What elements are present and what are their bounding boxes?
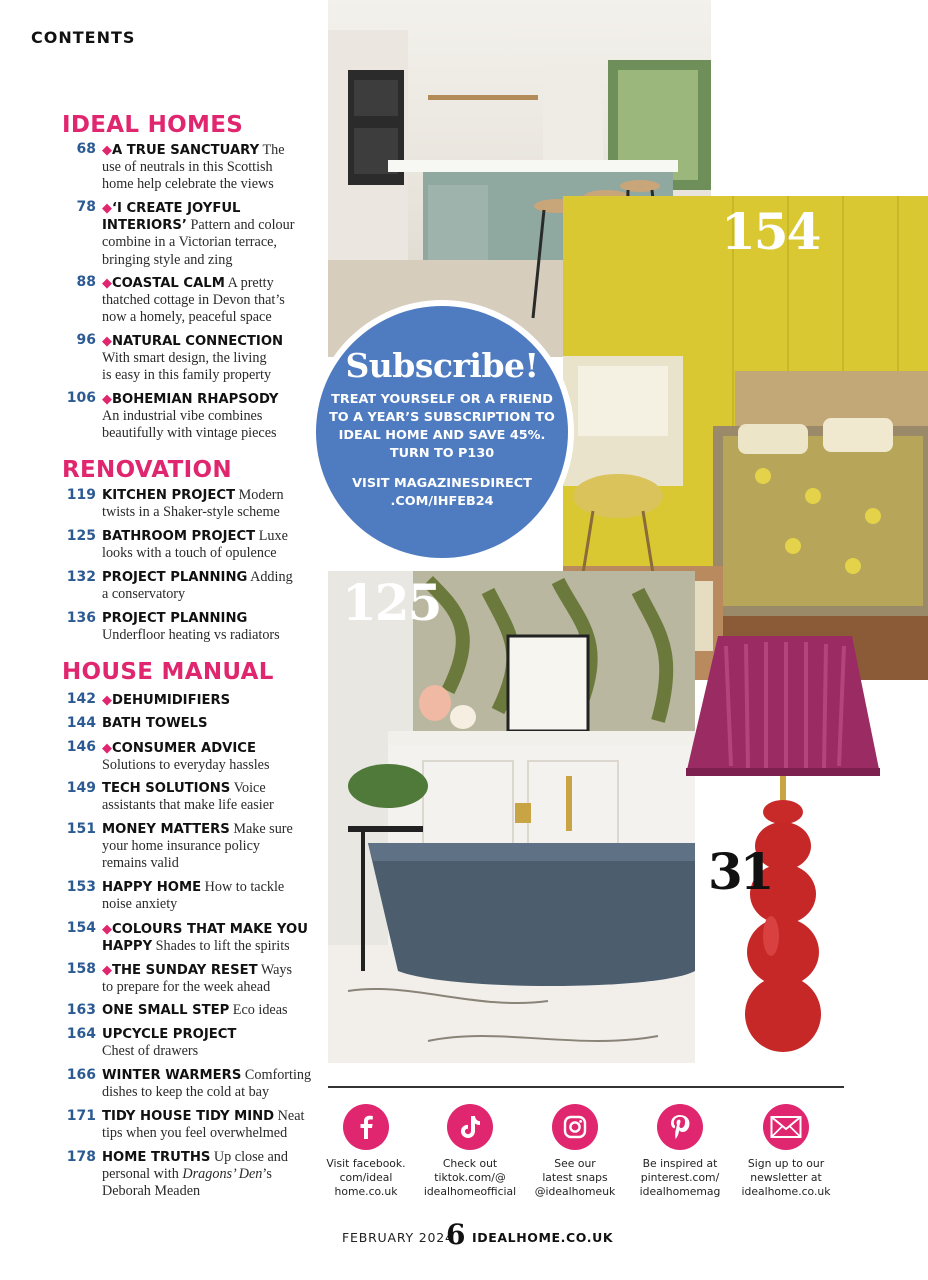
toc-desc: With smart design, the living — [102, 350, 267, 367]
toc-heading: HOME TRUTHS — [102, 1150, 211, 1165]
toc-desc: your home insurance policy — [102, 838, 260, 855]
toc-page-number: 151 — [66, 821, 96, 837]
toc-page-number: 132 — [66, 569, 96, 585]
toc-desc: Comforting — [244, 1067, 312, 1083]
toc-heading: HAPPY — [102, 939, 153, 955]
social-text: Be inspired at — [642, 1157, 718, 1170]
social-text: idealhomeofficial — [423, 1185, 517, 1198]
diamond-icon: ◆ — [102, 921, 112, 936]
toc-desc: bringing style and zing — [102, 251, 233, 268]
toc-entry[interactable] — [60, 715, 325, 732]
toc-heading: CONSUMER ADVICE — [112, 741, 256, 756]
toc-entry[interactable] — [60, 1067, 325, 1101]
toc-heading: THE SUNDAY RESET — [112, 963, 258, 978]
toc-heading: MONEY MATTERS — [102, 822, 230, 837]
social-text: latest snaps — [542, 1171, 608, 1184]
toc-desc: combine in a Victorian terrace, — [102, 234, 277, 251]
toc-page-number: 142 — [66, 691, 96, 707]
toc-entry[interactable] — [60, 780, 325, 814]
toc-desc: assistants that make life easier — [102, 797, 274, 814]
subscribe-text: IDEAL HOME AND SAVE 45%. — [338, 428, 546, 443]
diamond-icon: ◆ — [102, 391, 112, 406]
toc-heading: BATH TOWELS — [102, 716, 208, 731]
toc-entry[interactable] — [60, 274, 325, 327]
social-text: @idealhomeuk — [534, 1185, 616, 1198]
toc-desc: personal with — [102, 1166, 179, 1183]
subscribe-link[interactable]: .COM/IHFEB24 — [390, 494, 494, 509]
toc-desc: How to tackle — [204, 879, 285, 895]
diamond-icon: ◆ — [102, 333, 112, 348]
social-instagram[interactable] — [521, 1104, 629, 1199]
social-text: See our — [554, 1157, 596, 1170]
toc-heading: PROJECT PLANNING — [102, 611, 248, 626]
toc-desc: now a homely, peaceful space — [102, 309, 272, 326]
bathroom-photo[interactable] — [328, 571, 695, 1063]
toc-page-number: 106 — [66, 390, 96, 406]
toc-page-number: 178 — [66, 1149, 96, 1165]
toc-heading: HAPPY HOME — [102, 880, 202, 895]
toc-heading: ‘I CREATE JOYFUL — [112, 201, 241, 216]
toc-heading: COLOURS THAT MAKE YOU — [112, 922, 308, 937]
footer-date: FEBRUARY 2024 — [342, 1230, 454, 1245]
footer-site[interactable]: IDEALHOME.CO.UK — [472, 1230, 614, 1245]
toc-desc: Luxe — [258, 528, 288, 544]
footer-page-number: 6 — [446, 1218, 466, 1251]
toc-entry[interactable] — [60, 739, 325, 774]
section-title-renovation: RENOVATION — [62, 457, 232, 483]
social-tiktok[interactable] — [416, 1104, 524, 1199]
toc-entry[interactable] — [60, 610, 325, 644]
toc-heading: A TRUE SANCTUARY — [112, 143, 260, 158]
instagram-icon[interactable] — [552, 1104, 598, 1150]
toc-entry[interactable] — [60, 487, 325, 521]
social-email[interactable] — [732, 1104, 840, 1199]
diamond-icon: ◆ — [102, 200, 112, 215]
toc-page-number: 164 — [66, 1026, 96, 1042]
social-text: idealhome.co.uk — [741, 1185, 831, 1198]
social-pinterest[interactable] — [626, 1104, 734, 1199]
toc-desc: is easy in this family property — [102, 367, 272, 384]
social-text: com/ideal — [339, 1171, 393, 1184]
toc-desc: Solutions to everyday hassles — [102, 757, 270, 774]
toc-entry[interactable] — [60, 1026, 325, 1060]
toc-desc: Adding — [250, 569, 293, 585]
toc-entry[interactable] — [60, 821, 325, 873]
toc-entry[interactable] — [60, 141, 325, 194]
toc-page-number: 125 — [66, 528, 96, 544]
toc-entry[interactable] — [60, 961, 325, 996]
subscribe-text: TURN TO P130 — [389, 446, 495, 461]
toc-desc: Up close and — [213, 1149, 288, 1165]
subscribe-badge[interactable] — [316, 306, 568, 558]
section-title-house-manual: HOUSE MANUAL — [62, 659, 274, 685]
toc-desc: ’s — [262, 1166, 272, 1183]
toc-desc: An industrial vibe combines — [102, 408, 263, 425]
toc-page-number: 136 — [66, 610, 96, 626]
social-text: tiktok.com/@ — [434, 1171, 506, 1184]
diamond-icon: ◆ — [102, 740, 112, 755]
toc-heading: PROJECT PLANNING — [102, 570, 248, 585]
toc-heading: KITCHEN PROJECT — [102, 488, 236, 503]
toc-page-number: 171 — [66, 1108, 96, 1124]
toc-entry[interactable] — [60, 920, 325, 955]
section-title-ideal-homes: IDEAL HOMES — [62, 112, 244, 138]
page-number-lamp: 31 — [708, 842, 772, 901]
toc-desc: twists in a Shaker-style scheme — [102, 504, 280, 521]
toc-heading: COASTAL CALM — [112, 276, 225, 291]
toc-page-number: 68 — [76, 141, 96, 157]
toc-entry[interactable] — [60, 569, 325, 603]
toc-page-number: 78 — [76, 199, 96, 215]
toc-page-number: 166 — [66, 1067, 96, 1083]
toc-page-number: 149 — [66, 780, 96, 796]
toc-desc: Deborah Meaden — [102, 1183, 201, 1200]
toc-desc: dishes to keep the cold at bay — [102, 1084, 270, 1101]
subscribe-link[interactable]: VISIT MAGAZINESDIRECT — [352, 476, 532, 491]
page-number-bathroom: 125 — [342, 573, 441, 632]
toc-page-number: 88 — [76, 274, 96, 290]
facebook-icon[interactable] — [343, 1104, 389, 1150]
toc-entry[interactable] — [60, 1149, 325, 1201]
toc-desc: noise anxiety — [102, 896, 178, 913]
diamond-icon: ◆ — [102, 275, 112, 290]
tiktok-icon[interactable] — [447, 1104, 493, 1150]
toc-desc: Shades to lift the spirits — [155, 938, 290, 955]
toc-entry[interactable] — [60, 879, 325, 913]
toc-page-number: 153 — [66, 879, 96, 895]
subscribe-title: Subscribe! — [345, 346, 539, 385]
toc-desc: a conservatory — [102, 586, 186, 603]
diamond-icon: ◆ — [102, 692, 112, 707]
toc-desc: Voice — [233, 780, 266, 796]
toc-heading: TIDY HOUSE TIDY MIND — [102, 1109, 275, 1124]
page-number-bedroom: 154 — [721, 202, 820, 261]
divider — [328, 1086, 844, 1088]
toc-page-number: 146 — [66, 739, 96, 755]
toc-entry[interactable] — [60, 691, 325, 709]
diamond-icon: ◆ — [102, 962, 112, 977]
toc-heading: BATHROOM PROJECT — [102, 529, 256, 544]
toc-desc: looks with a touch of opulence — [102, 545, 277, 562]
toc-desc: tips when you feel overwhelmed — [102, 1125, 288, 1142]
social-text: newsletter at — [750, 1171, 822, 1184]
toc-page-number: 119 — [66, 487, 96, 503]
toc-desc: Neat — [277, 1108, 305, 1124]
toc-entry[interactable] — [60, 1108, 325, 1142]
contents-label: CONTENTS — [31, 28, 136, 47]
toc-desc: A pretty — [227, 275, 274, 291]
toc-page-number: 96 — [76, 332, 96, 348]
toc-desc: Pattern and colour — [190, 217, 295, 234]
toc-desc: Eco ideas — [232, 1002, 288, 1018]
toc-desc: home help celebrate the views — [102, 176, 274, 193]
toc-page-number: 158 — [66, 961, 96, 977]
toc-page-number: 144 — [66, 715, 96, 731]
toc-heading: ONE SMALL STEP — [102, 1003, 230, 1018]
toc-desc: remains valid — [102, 855, 179, 872]
social-text: Visit facebook. — [326, 1157, 406, 1170]
toc-desc: beautifully with vintage pieces — [102, 425, 277, 442]
toc-entry[interactable] — [60, 1002, 325, 1019]
toc-heading: UPCYCLE PROJECT — [102, 1027, 237, 1042]
toc-desc: Underfloor heating vs radiators — [102, 627, 280, 644]
pinterest-icon[interactable] — [657, 1104, 703, 1150]
toc-desc: Make sure — [233, 821, 293, 837]
toc-page-number: 154 — [66, 920, 96, 936]
toc-heading: WINTER WARMERS — [102, 1068, 242, 1083]
toc-desc: thatched cottage in Devon that’s — [102, 292, 285, 309]
social-text: Sign up to our — [747, 1157, 825, 1170]
social-text: Check out — [442, 1157, 498, 1170]
toc-heading: TECH SOLUTIONS — [102, 781, 231, 796]
social-facebook[interactable] — [312, 1104, 420, 1199]
toc-page-number: 163 — [66, 1002, 96, 1018]
toc-entry[interactable] — [60, 332, 325, 385]
toc-desc: to prepare for the week ahead — [102, 979, 271, 996]
toc-entry[interactable] — [60, 390, 325, 443]
bathroom-illustration — [328, 571, 695, 1063]
social-text: idealhomemag — [639, 1185, 721, 1198]
toc-heading: BOHEMIAN RHAPSODY — [112, 392, 279, 407]
social-text: home.co.uk — [334, 1185, 398, 1198]
toc-desc: Ways — [260, 962, 293, 978]
toc-heading: NATURAL CONNECTION — [112, 334, 284, 349]
toc-desc: Chest of drawers — [102, 1043, 199, 1060]
email-icon[interactable] — [763, 1104, 809, 1150]
subscribe-text: TREAT YOURSELF OR A FRIEND — [331, 392, 553, 407]
toc-desc-italic: Dragons’ Den — [182, 1166, 263, 1183]
social-text: pinterest.com/ — [640, 1171, 720, 1184]
toc-entry[interactable] — [60, 528, 325, 562]
toc-desc: Modern — [238, 487, 284, 503]
toc-heading: INTERIORS’ — [102, 218, 187, 234]
subscribe-text: TO A YEAR’S SUBSCRIPTION TO — [329, 410, 555, 425]
toc-heading: DEHUMIDIFIERS — [112, 693, 231, 708]
toc-entry[interactable] — [60, 199, 325, 269]
diamond-icon: ◆ — [102, 142, 112, 157]
toc-desc: The — [262, 142, 285, 158]
toc-desc: use of neutrals in this Scottish — [102, 159, 273, 176]
